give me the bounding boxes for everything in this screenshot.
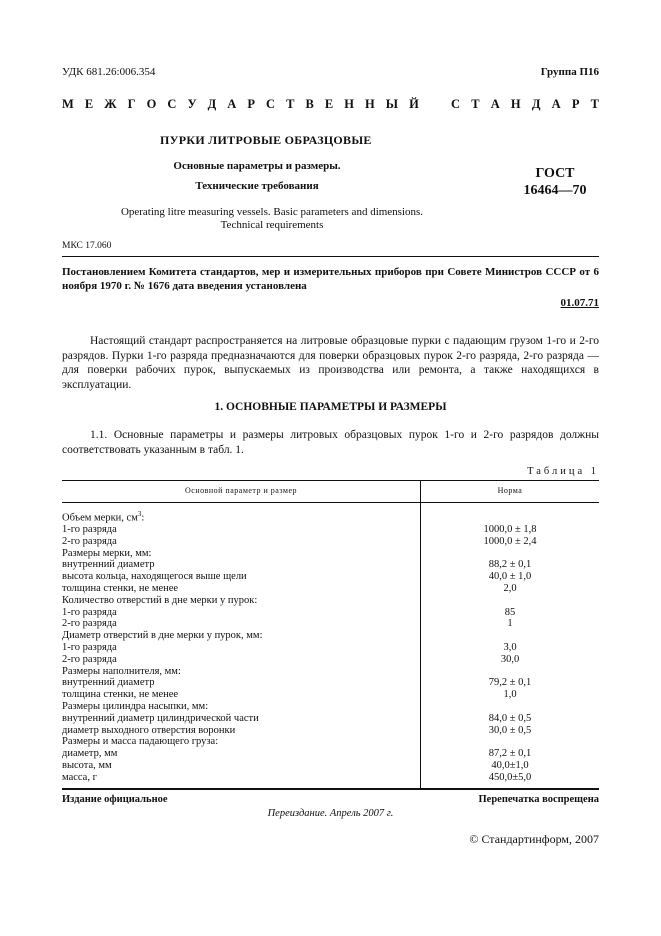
norm-value: 88,2 ± 0,1: [488, 559, 532, 571]
banner-letter: А: [551, 97, 561, 111]
table-group-heading-row: [62, 701, 599, 713]
norm-value: 30,0: [500, 653, 520, 665]
table-row: [62, 677, 599, 689]
group-heading-text: Количество отверстий в дне мерки у пурок:: [62, 594, 258, 606]
banner-letter: Т: [471, 97, 480, 111]
norm-value: 450,0±5,0: [421, 772, 600, 788]
norm-value: 1,0: [503, 689, 517, 701]
banner-letter: Е: [324, 97, 334, 111]
norm-value: 1000,0 ± 2,4: [483, 535, 537, 547]
banner-letter: Ж: [104, 97, 117, 111]
empty-norm-cell: [421, 595, 600, 607]
table-row: [62, 748, 599, 760]
norm-value: 84,0 ± 0,5: [488, 712, 532, 724]
banner-letter: Н: [344, 97, 354, 111]
norm-value: 40,0 ± 1,0: [488, 571, 532, 583]
banner-letter: Н: [364, 97, 375, 111]
reprint-prohibited: Перепечатка воспрещена: [478, 794, 599, 805]
banner-letter: Н: [510, 97, 521, 111]
norm-value: 79,2 ± 0,1: [488, 677, 532, 689]
table-row: [62, 583, 599, 595]
norm-value: 40,0±1,0: [491, 760, 529, 772]
banner-letter: Е: [84, 97, 94, 111]
norm-value: 30,0 ± 0,5: [488, 724, 532, 736]
norm-value: 1: [507, 618, 513, 630]
parameter-label: диаметр выходного отверстия воронки: [62, 725, 421, 737]
decree-text: Постановлением Комитета стандартов, мер и измерительных приборов при Совете Министров СССР от 6 ноября 1970 г. № 1676 дата введения установлена: [62, 266, 599, 292]
parameter-label: 1-го разряда: [62, 642, 421, 654]
reissue-note: Переиздание. Апрель 2007 г.: [267, 808, 394, 819]
table-row: [62, 760, 599, 772]
parameter-label: толщина стенки, не менее: [62, 689, 421, 701]
banner-word-standard: [451, 97, 599, 112]
parameter-label: высота, мм: [62, 760, 421, 772]
official-edition: Издание официальное: [62, 794, 168, 805]
group-heading-text: Размеры цилиндра насыпки, мм:: [62, 701, 209, 713]
table-row: [62, 642, 599, 654]
empty-norm-cell: [421, 666, 600, 678]
document-subtitle-1: Основные параметры и размеры.: [173, 160, 341, 172]
effective-date: 01.07.71: [560, 297, 599, 309]
table-row: [62, 618, 599, 630]
group-heading-text: Размеры мерки, мм:: [62, 547, 152, 559]
column-header-parameter: Основной параметр и размер: [62, 481, 421, 503]
table-group-heading-row: [62, 666, 599, 678]
table-row: [62, 524, 599, 536]
empty-norm-cell: [421, 701, 600, 713]
banner-letter: С: [451, 97, 461, 111]
banner-letter: Т: [590, 97, 599, 111]
parameter-label: внутренний диаметр: [62, 559, 421, 571]
banner-letter: С: [266, 97, 276, 111]
table-row: [62, 725, 599, 737]
parameter-label: внутренний диаметр: [62, 677, 421, 689]
group-heading-text: Размеры наполнителя, мм:: [62, 665, 181, 677]
empty-norm-cell: [421, 736, 600, 748]
group-heading-superscript: 3: [137, 509, 142, 518]
gost-label: ГОСТ: [535, 166, 575, 181]
norm-value: 2,0: [503, 583, 517, 595]
table-group-heading-row: [62, 502, 599, 524]
table-row: [62, 772, 599, 788]
parameter-label: высота кольца, находящегося выше щели: [62, 571, 421, 583]
group-heading-text: Объем мерки, см: [62, 512, 138, 524]
table-group-heading-row: [62, 548, 599, 560]
banner-letter: Д: [207, 97, 217, 111]
table-caption: Таблица 1: [527, 466, 599, 477]
table-row: [62, 536, 599, 548]
parameter-label: 2-го разряда: [62, 654, 421, 666]
banner-letter: С: [167, 97, 177, 111]
norm-value: 1000,0 ± 1,8: [483, 524, 537, 536]
parameter-group-heading: [62, 736, 421, 748]
group-code: Группа П16: [540, 66, 599, 78]
gost-number: [510, 165, 600, 199]
banner-letter: Й: [409, 97, 419, 111]
empty-norm-cell: [421, 502, 600, 524]
gost-code: 16464—70: [523, 183, 587, 198]
table-row: [62, 607, 599, 619]
copyright: © Стандартинформ, 2007: [469, 832, 599, 846]
table-row: [62, 689, 599, 701]
parameter-group-heading: [62, 701, 421, 713]
parameter-group-heading: [62, 666, 421, 678]
parameters-table: [62, 480, 599, 789]
parameter-label: толщина стенки, не менее: [62, 583, 421, 595]
banner-letter: А: [490, 97, 500, 111]
parameter-label: масса, г: [62, 772, 421, 788]
banner-letter: А: [227, 97, 237, 111]
table-row: [62, 713, 599, 725]
document-title: ПУРКИ ЛИТРОВЫЕ ОБРАЗЦОВЫЕ: [160, 133, 372, 147]
table-row: [62, 654, 599, 666]
divider-top: [62, 256, 599, 257]
parameter-label: 1-го разряда: [62, 607, 421, 619]
norm-value: 87,2 ± 0,1: [488, 748, 532, 760]
divider-bottom: [62, 789, 599, 790]
empty-norm-cell: [421, 630, 600, 642]
table-group-heading-row: [62, 736, 599, 748]
document-subtitle-2: Технические требования: [195, 180, 319, 192]
table-group-heading-row: [62, 595, 599, 607]
parameter-label: 2-го разряда: [62, 536, 421, 548]
group-heading-text: Диаметр отверстий в дне мерки у пурок, мм:: [62, 630, 263, 642]
column-header-norm: Норма: [421, 481, 600, 503]
banner-word-interstate: [62, 97, 419, 112]
banner-letter: М: [62, 97, 74, 111]
banner-letter: Г: [127, 97, 136, 111]
group-heading-end: :: [141, 512, 145, 524]
group-heading-text: Размеры и масса падающего груза:: [62, 736, 219, 748]
parameter-group-heading: [62, 630, 421, 642]
interstate-standard-banner: [62, 97, 599, 112]
table-body: [62, 502, 599, 788]
banner-letter: Р: [247, 97, 255, 111]
parameter-label: диаметр, мм: [62, 748, 421, 760]
english-title-1: Operating litre measuring vessels. Basic parameters and dimensions.: [120, 206, 424, 218]
udk-code: УДК 681.26:006.354: [62, 66, 156, 78]
paragraph-1-1: 1.1. Основные параметры и размеры литровых образцовых пурок 1-го и 2-го разрядов должны соответствовать указанным в табл. 1.: [62, 429, 599, 456]
banner-letter: О: [146, 97, 157, 111]
parameter-group-heading: [62, 502, 421, 524]
table-header-row: [62, 481, 599, 503]
table-group-heading-row: [62, 630, 599, 642]
parameter-label: внутренний диаметр цилиндрической части: [62, 713, 421, 725]
norm-value: 3,0: [503, 642, 517, 654]
banner-letter: В: [305, 97, 314, 111]
section-1-heading: 1. ОСНОВНЫЕ ПАРАМЕТРЫ И РАЗМЕРЫ: [214, 401, 447, 413]
empty-norm-cell: [421, 548, 600, 560]
banner-letter: У: [187, 97, 197, 111]
banner-letter: Ы: [385, 97, 399, 111]
mks-code: МКС 17.060: [62, 241, 112, 251]
banner-letter: Д: [531, 97, 541, 111]
banner-letter: Т: [286, 97, 295, 111]
norm-value: 85: [504, 606, 516, 618]
table-row: [62, 559, 599, 571]
banner-letter: Р: [571, 97, 580, 111]
parameter-label: 2-го разряда: [62, 618, 421, 630]
intro-paragraph: Настоящий стандарт распространяется на литровые образцовые пурки с падающим грузом 1-го и 2-го разрядов. Пурки 1-го разряда предназначаются для поверки образцовых пурок 2-го разряда, 2-го разряда — для поверки рабочих пурок, выпускаемых из производства или ремонта, а также находящихся в эксплуатации.: [62, 335, 599, 391]
parameter-group-heading: [62, 548, 421, 560]
table-row: [62, 571, 599, 583]
parameter-group-heading: [62, 595, 421, 607]
english-title-2: Technical requirements: [220, 219, 324, 231]
parameter-label: 1-го разряда: [62, 524, 421, 536]
